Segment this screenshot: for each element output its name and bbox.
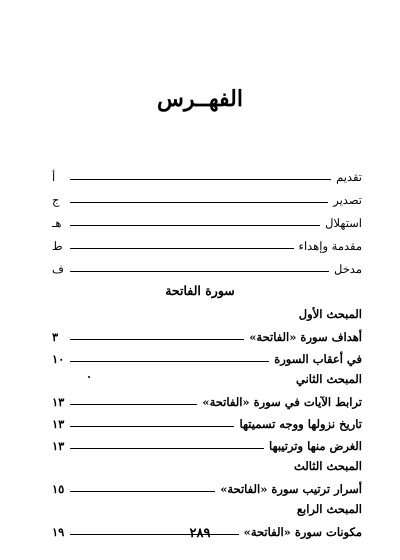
toc-entry xyxy=(52,160,362,183)
toc-entry-label: في أعقاب السورة xyxy=(274,351,362,366)
toc-entry xyxy=(52,252,362,275)
toc-entry-label: تصدير xyxy=(333,192,362,207)
leader-line xyxy=(70,404,197,405)
toc-entry xyxy=(52,321,362,343)
toc-entry-page: ١٥ xyxy=(52,481,65,496)
toc-entry xyxy=(52,408,362,430)
leader-line xyxy=(70,426,234,427)
section-heading: المبحث الثالث xyxy=(293,459,362,473)
leader-line xyxy=(70,248,294,249)
toc-entry xyxy=(52,183,362,206)
toc-entry xyxy=(52,430,362,452)
stray-dot xyxy=(88,376,90,378)
toc-entry xyxy=(52,343,362,365)
toc-entry xyxy=(52,473,362,495)
leader-line xyxy=(70,339,244,340)
leader-line xyxy=(70,271,329,272)
toc-entry-page: ١٣ xyxy=(52,394,65,409)
toc-entry-page: ف xyxy=(52,261,64,276)
section-heading: المبحث الرابع xyxy=(296,502,362,516)
toc-entry-label: ترابط الآيات في سورة «الفاتحة» xyxy=(202,394,362,409)
surah-title: سورة الفاتحة xyxy=(165,283,235,298)
toc-entry xyxy=(52,229,362,252)
section-heading: المبحث الأول xyxy=(298,307,362,321)
toc-entry-label: أسرار ترتيب سورة «الفاتحة» xyxy=(220,481,362,496)
toc-entry-page: ١٩ xyxy=(52,524,65,539)
page-number: ٢٨٩ xyxy=(189,526,211,541)
toc-entry xyxy=(52,386,362,408)
toc-entry-page: ١٣ xyxy=(52,416,65,431)
toc-entry-label: مكونات سورة «الفاتحة» xyxy=(243,524,362,539)
toc-entry xyxy=(52,206,362,229)
toc-entry-label: استهلال xyxy=(325,215,362,230)
toc-entry-page: ٣ xyxy=(52,329,59,344)
toc-entry-label: الغرض منها وترتيبها xyxy=(269,438,362,453)
page-title: الفهــرس xyxy=(157,86,243,112)
front-matter-list xyxy=(52,160,362,275)
toc-entry-label: مدخل xyxy=(333,261,362,276)
toc-entry-label: أهداف سورة «الفاتحة» xyxy=(249,329,362,344)
toc-entry-label: تقديم xyxy=(336,169,362,184)
leader-line xyxy=(70,225,320,226)
leader-line xyxy=(70,179,331,180)
toc-entry-label: تاريخ نزولها ووجه تسميتها xyxy=(239,416,362,431)
leader-line xyxy=(70,361,269,362)
toc-entry-page: ج xyxy=(52,192,60,207)
leader-line xyxy=(70,491,215,492)
toc-entry-page: أ xyxy=(52,169,56,184)
leader-line xyxy=(70,202,328,203)
sections-list xyxy=(52,300,362,538)
toc-entry-page: هـ xyxy=(52,215,62,230)
leader-line xyxy=(70,448,264,449)
toc-entry-page: ١٠ xyxy=(52,351,65,366)
toc-entry-label: مقدمة وإهداء xyxy=(298,238,362,253)
toc-entry-page: ط xyxy=(52,238,63,253)
toc-entry-page: ١٣ xyxy=(52,438,65,453)
section-heading: المبحث الثاني xyxy=(296,372,362,386)
